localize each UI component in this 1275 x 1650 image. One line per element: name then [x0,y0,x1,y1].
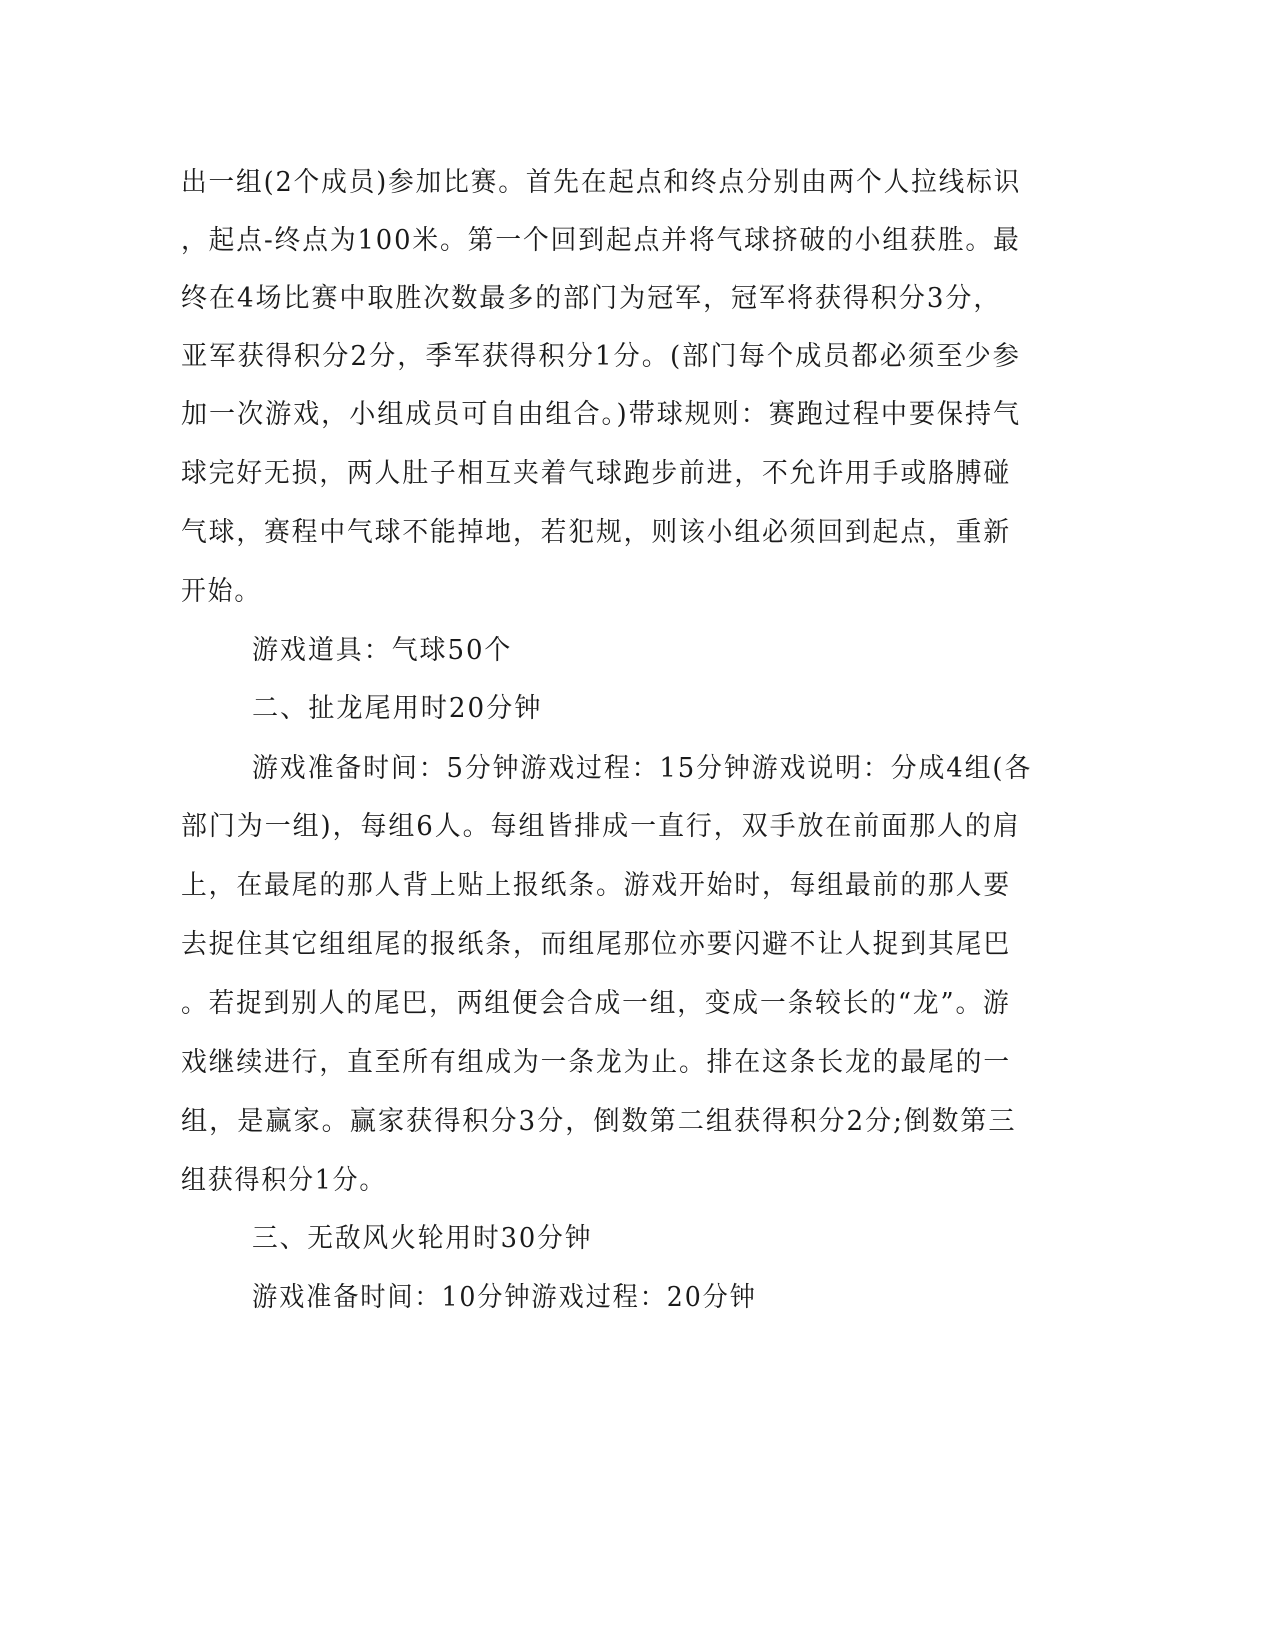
text-line: 加一次游戏，小组成员可自由组合。)带球规则：赛跑过程中要保持气 [181,399,1022,430]
text-line: 亚军获得积分2分，季军获得积分1分。(部门每个成员都必须至少参 [181,341,1021,372]
section-heading: 二、扯龙尾用时20分钟 [252,693,543,724]
text-line: 上，在最尾的那人背上贴上报纸条。游戏开始时，每组最前的那人要 [181,870,1011,901]
text-line: 戏继续进行，直至所有组成为一条龙为止。排在这条长龙的最尾的一 [181,1047,1011,1078]
text-line: 终在4场比赛中取胜次数最多的部门为冠军，冠军将获得积分3分， [181,283,1002,314]
text-line: 出一组(2个成员)参加比赛。首先在起点和终点分别由两个人拉线标识 [181,167,1022,198]
text-line: 。若捉到别人的尾巴，两组便会合成一组，变成一条较长的“龙”。游 [181,988,1011,1019]
text-line: 组获得积分1分。 [181,1165,387,1196]
text-line: 组，是赢家。赢家获得积分3分，倒数第二组获得积分2分;倒数第三 [181,1106,1017,1137]
text-line: 开始。 [181,576,261,607]
text-line: 去捉住其它组组尾的报纸条，而组尾那位亦要闪避不让人捉到其尾巴 [181,929,1011,960]
text-line: ，起点-终点为100米。第一个回到起点并将气球挤破的小组获胜。最 [181,225,1021,256]
text-line: 游戏道具：气球50个 [252,635,513,666]
section-heading: 三、无敌风火轮用时30分钟 [252,1223,593,1254]
text-line: 球完好无损，两人肚子相互夹着气球跑步前进，不允许用手或胳膊碰 [181,458,1011,489]
text-line: 游戏准备时间：10分钟游戏过程：20分钟 [252,1282,757,1313]
text-line: 部门为一组)，每组6人。每组皆排成一直行，双手放在前面那人的肩 [181,811,1021,842]
text-line: 气球，赛程中气球不能掉地，若犯规，则该小组必须回到起点，重新 [181,517,1011,548]
text-line: 游戏准备时间：5分钟游戏过程：15分钟游戏说明：分成4组(各 [252,753,1033,784]
